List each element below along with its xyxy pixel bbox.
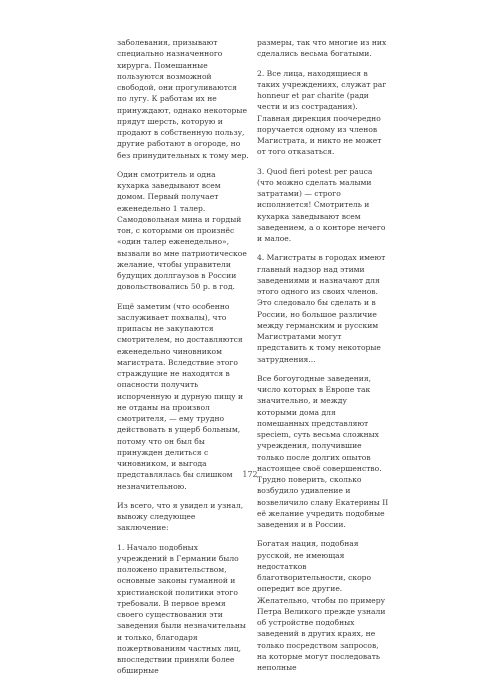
- paragraph: 3. Quod fieri potest per pauca (что можно сделать малыми затратами) — строго исполняется! Смотритель и кухарка заведывают всем заведением, а о конторе нечего и малое.: [257, 166, 386, 243]
- left-text-column: [117, 37, 249, 685]
- paragraph: Все богоугодные заведения, число которых в Европе так значительно, и между которыми дома для помешанных представляют speciem, суть весьма сложных учреждения, получившие только после долгих опытов настоящее своё совершенство. Трудно поверить, сколько возбудило удивление и возвеличило славу Екатерины II её желание учредить подобные заведения и в России.: [257, 373, 389, 529]
- paragraph: 2. Все лица, находящиеся в таких учреждениях, служат par honneur et par charite (ради чести и из сострадания). Главная дирекция поочередно поручается одному из членов Магистрата, и никто не может от того отказаться.: [257, 68, 386, 157]
- page-number: 172: [242, 470, 258, 479]
- paragraph: 1. Начало подобных учреждений в Германии было положено правительством, основные законы гуманной и христианской политики этого требовали. В первое время своего существования эти заведения были незначительны и только, благодаря пожертвованиям частных лиц, впоследствии приняли более обширные: [117, 542, 246, 676]
- paragraph: заболевания, призывают специально назначенного хирурга. Помешанные пользуются возможной свободой, они прогуливаются по лугу. К работам их не принуждают, однако некоторые прядут шерсть, которую и продают в собственную пользу, другие работают в огороде, но без принудительных к тому мер.: [117, 38, 249, 160]
- paragraph: Ещё заметим (что особенно заслуживает похвалы), что припасы не закупаются смотрителем, но доставляются еженедельно чиновником магистрата. Вследствие этого страждущие не находятся в опасности получить испорченную и дурную пищу и не отданы на произвол смотрителя, — ему трудно действовать в ущерб больным, потому что он был бы принужден делиться с чиновником, и выгода представлялась бы слишком незначительною.: [117, 301, 244, 491]
- paragraph: Один смотритель и одна кухарка заведывают всем домом. Первый получает еженедельно 1 талер. Самодовольная мина и гордый тон, с которыми он произнёс «один талер еженедельно», вызвали во мне патриотическое желание, чтобы управители будущих доллгаузов в России довольствовались 50 р. в год.: [117, 169, 247, 292]
- paragraph: 4. Магистраты в городах имеют главный надзор над этими заведениями и назначают для этого одного из своих членов. Это следовало бы сделать и в России, но большое различие между германским и русским Магистратами могут представить к тому некоторые затруднения...: [257, 253, 386, 364]
- paragraph: Богатая нация, подобная русской, не имеющая недостатков благотворительности, скоро опередит все другие. Желательно, чтобы по примеру Петра Великого прежде узнали об устройстве подобных заведений в других краях, не только посредством запросов, на которые могут последовать неполные: [257, 539, 386, 672]
- paragraph: размеры, так что многие из них сделались весьма богатыми.: [257, 38, 387, 59]
- paragraph: Из всего, что я увидел и узнал, вывожу следующее заключение:: [117, 500, 244, 533]
- right-text-column: [257, 37, 389, 681]
